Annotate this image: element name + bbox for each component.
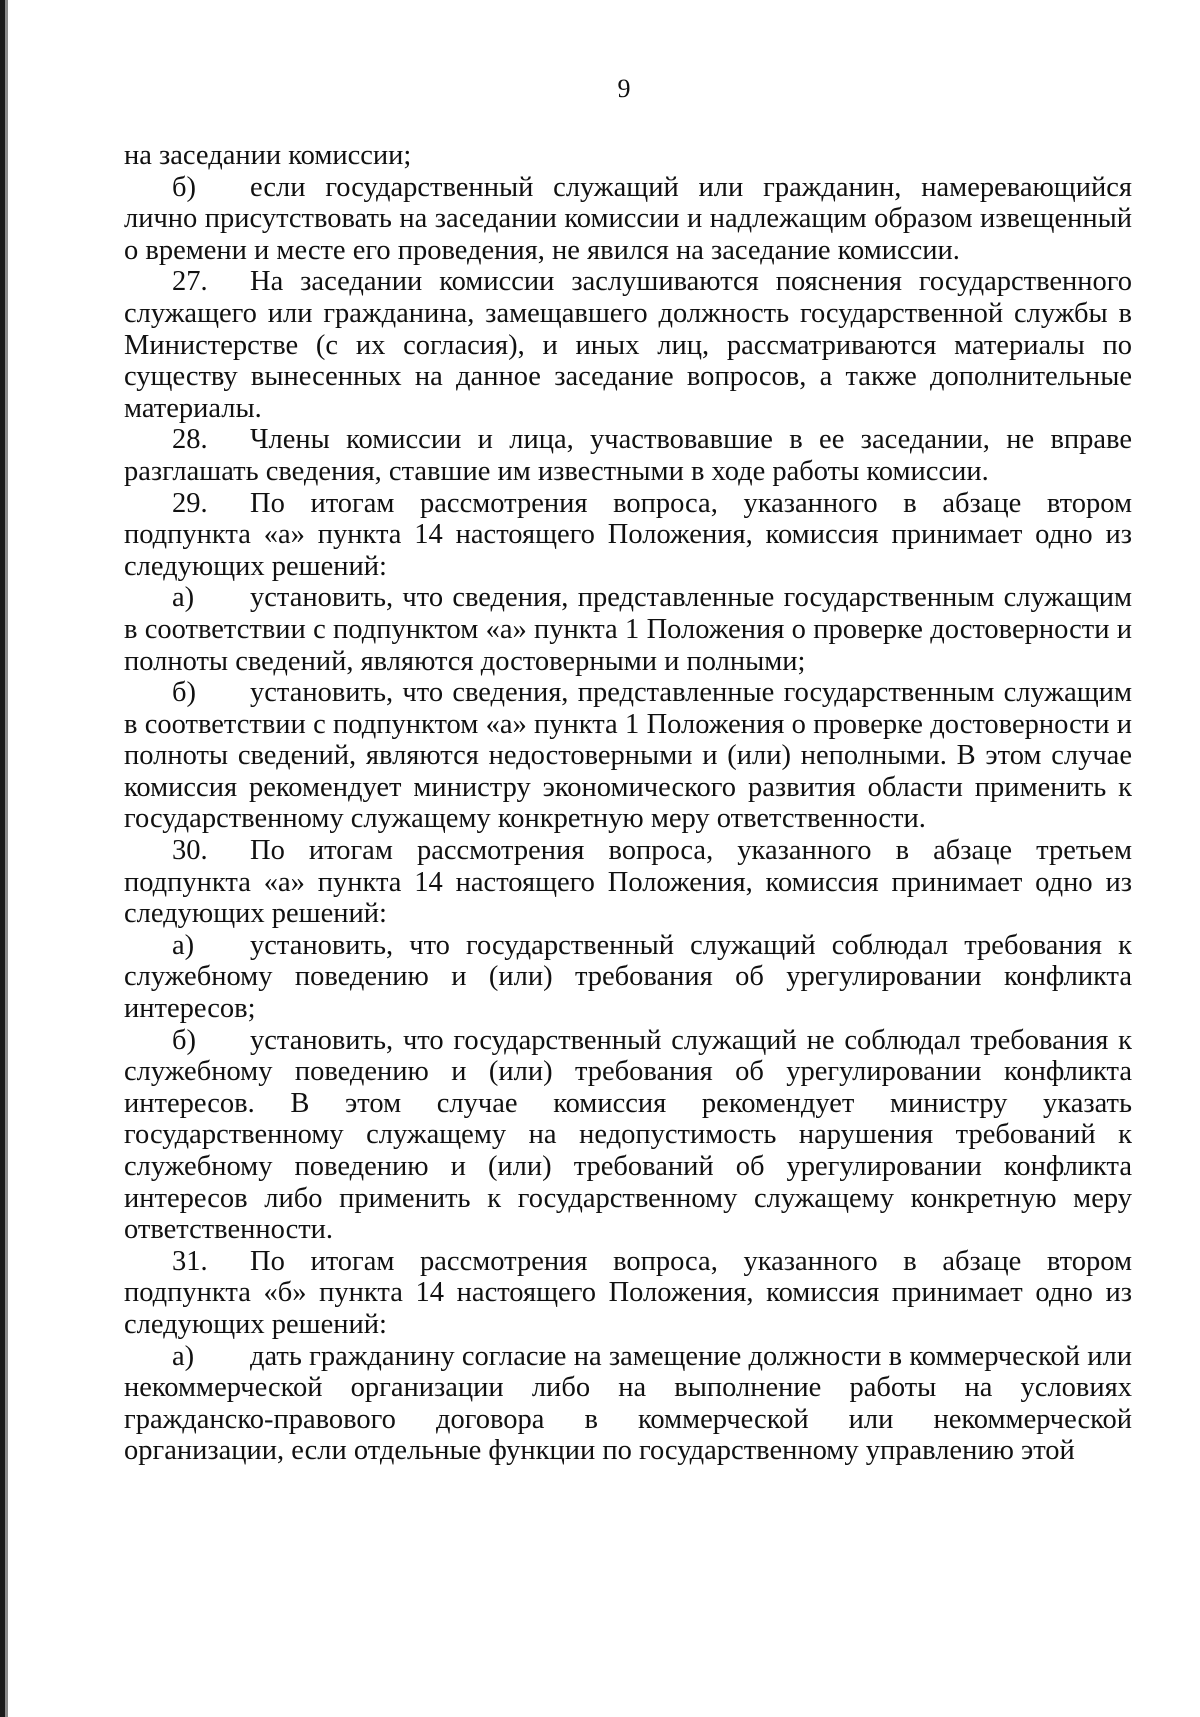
paragraph-text: дать гражданину согласие на замещение должности в коммерческой или некоммерческой организации либо на выполнение работы на условиях гражданско-правового договора в коммерческой или некоммерческой организации, если отдельные функции по государственному управлению этой: [124, 1340, 1132, 1467]
paragraph-number: а): [172, 929, 195, 961]
paragraph-text: На заседании комиссии заслушиваются пояснения государственного служащего или гражданина, замещавшего должность государственной службы в Министерстве (с их согласия), и иных лиц, рассматриваются материалы по существу вынесенных на данное заседание вопросов, а также дополнительные материалы.: [124, 266, 1132, 424]
page-number: 9: [617, 74, 631, 103]
paragraph-number: 31.: [172, 1245, 208, 1277]
paragraph-number: 28.: [172, 424, 208, 456]
document-paragraph: [124, 1246, 1132, 1341]
paragraph-text: По итогам рассмотрения вопроса, указанного в абзаце втором подпункта «а» пункта 14 настоящего Положения, комиссия принимает одно из следующих решений:: [124, 487, 1132, 582]
paragraph-number: 27.: [172, 266, 208, 298]
paragraph-number: б): [172, 171, 196, 203]
document-paragraph: [124, 1025, 1132, 1246]
document-paragraph: [124, 677, 1132, 835]
document-body: [124, 140, 1132, 1467]
paragraph-text: если государственный служащий или гражданин, намеревающийся лично присутствовать на заседании комиссии и надлежащим образом извещенный о времени и месте его проведения, не явился на заседание комиссии.: [124, 171, 1132, 266]
paragraph-text: установить, что государственный служащий соблюдал требования к служебному поведению и (или) требования об урегулировании конфликта интересов;: [124, 929, 1132, 1025]
paragraph-number: а): [172, 1340, 195, 1372]
document-paragraph: [124, 930, 1132, 1025]
document-paragraph: [124, 582, 1132, 677]
paragraph-text: По итогам рассмотрения вопроса, указанного в абзаце третьем подпункта «а» пункта 14 настоящего Положения, комиссия принимает одно из следующих решений:: [124, 835, 1132, 930]
paragraph-number: а): [172, 582, 195, 614]
document-paragraph: [124, 424, 1132, 487]
document-paragraph: [124, 140, 1132, 172]
scan-edge-shadow: [5, 0, 8, 1717]
paragraph-text: установить, что сведения, представленные государственным служащим в соответствии с подпунктом «а» пункта 1 Положения о проверке достоверности и полноты сведений, являются достоверными и полными;: [124, 582, 1132, 677]
document-paragraph: [124, 172, 1132, 267]
document-paragraph: [124, 1341, 1132, 1467]
paragraph-text: По итогам рассмотрения вопроса, указанного в абзаце втором подпункта «б» пункта 14 настоящего Положения, комиссия принимает одно из следующих решений:: [124, 1245, 1132, 1340]
paragraph-number: б): [172, 677, 196, 709]
paragraph-text: установить, что сведения, представленные государственным служащим в соответствии с подпунктом «а» пункта 1 Положения о проверке достоверности и полноты сведений, являются недостоверными и (или) неполными. В этом случае комиссия рекомендует министру экономического развития области применить к государственному служащему конкретную меру ответственности.: [124, 677, 1132, 835]
paragraph-number: 29.: [172, 487, 208, 519]
document-paragraph: [124, 266, 1132, 424]
paragraph-text: установить, что государственный служащий не соблюдал требования к служебному поведению и (или) требования об урегулировании конфликта интересов. В этом случае комиссия рекомендует министру указать государственному служащему на недопустимость нарушения требований к служебному поведению и (или) требований об урегулировании конфликта интересов либо применить к государственному служащему конкретную меру ответственности.: [124, 1024, 1132, 1246]
paragraph-text: на заседании комиссии;: [124, 140, 412, 171]
document-paragraph: [124, 488, 1132, 583]
paragraph-text: Члены комиссии и лица, участвовавшие в ее заседании, не вправе разглашать сведения, ставшие им известными в ходе работы комиссии.: [124, 424, 1132, 487]
document-paragraph: [124, 835, 1132, 930]
paragraph-number: б): [172, 1024, 196, 1056]
paragraph-number: 30.: [172, 835, 208, 867]
